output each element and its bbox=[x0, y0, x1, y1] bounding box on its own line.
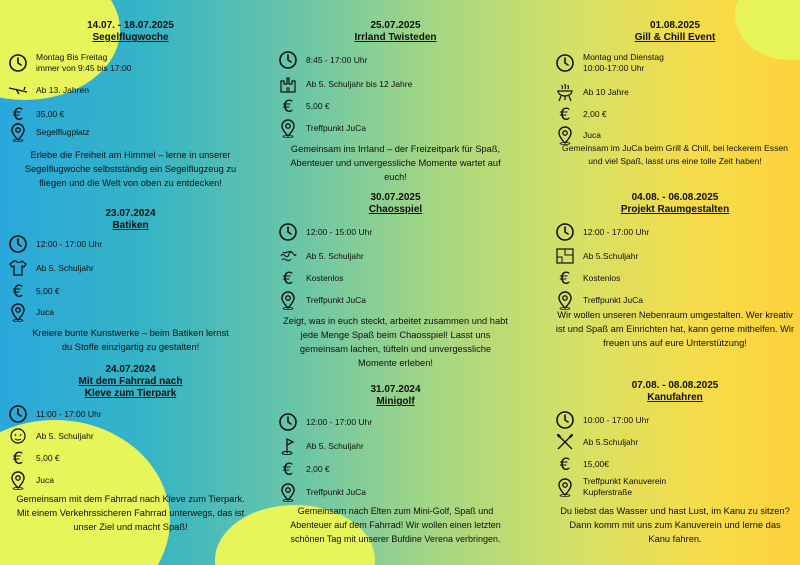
event-age-row bbox=[555, 82, 629, 102]
event-place: Treffpunkt JuCa bbox=[306, 122, 367, 133]
event-place-row bbox=[278, 482, 366, 502]
event-price-row bbox=[278, 268, 343, 288]
event-place-row bbox=[8, 302, 54, 322]
event-time: 12:00 - 17:00 Uhr bbox=[583, 226, 650, 237]
event-age-row bbox=[278, 74, 412, 94]
event-age: Ab 5. Schuljahr bis 12 Jahre bbox=[306, 78, 413, 89]
event-age-row bbox=[8, 80, 89, 100]
svg-text:€: € bbox=[559, 455, 571, 474]
svg-text:€: € bbox=[282, 269, 294, 288]
clock-icon bbox=[278, 50, 298, 70]
event-place: Treffpunkt JuCa bbox=[306, 294, 367, 305]
event-time-row bbox=[278, 222, 372, 242]
event-age: Ab 5. Schuljahr bbox=[36, 430, 94, 441]
event-price-row bbox=[8, 281, 60, 301]
event-price-row bbox=[278, 459, 330, 479]
event-date: 04.08. - 06.08.2025 bbox=[631, 192, 719, 203]
event-description: Wir wollen unseren Nebenraum umgestalten. Wer kreativ ist und Spaß am Einrichten hat, kann gerne mithelfen. Wir freuen uns auf eure Unterstützung! bbox=[555, 310, 795, 348]
event-place-row bbox=[278, 290, 366, 310]
event-place-row bbox=[555, 290, 643, 310]
svg-text:€: € bbox=[12, 449, 24, 468]
event-title: Gill & Chill Event bbox=[634, 32, 716, 43]
event-place: Treffpunkt JuCa bbox=[306, 486, 367, 497]
event-price: Kostenlos bbox=[583, 272, 621, 283]
event-title: Kanufahren bbox=[647, 392, 703, 403]
event-age: Ab 10 Jahre bbox=[583, 86, 629, 97]
event-age-row bbox=[555, 246, 638, 266]
svg-text:€: € bbox=[282, 97, 294, 116]
event-time-row bbox=[8, 404, 102, 424]
event-age-row bbox=[8, 426, 94, 446]
euro-icon bbox=[278, 268, 298, 288]
glider-icon bbox=[8, 80, 28, 100]
event-price: 2,00 € bbox=[306, 463, 330, 474]
svg-text:€: € bbox=[282, 460, 294, 479]
event-description: Gemeinsam nach Elten zum Mini-Golf, Spaß und Abenteuer auf dem Fahrrad! Wir wollen einen letzten schönen Tag mit unserer Bufdine Verena verbringen. bbox=[290, 506, 501, 544]
event-title: Segelflugwoche bbox=[92, 32, 169, 43]
clock-icon bbox=[278, 222, 298, 242]
location-pin-icon bbox=[278, 482, 298, 502]
event-age-row bbox=[8, 258, 94, 278]
event-price: 2,00 € bbox=[583, 108, 607, 119]
event-price-row bbox=[8, 448, 60, 468]
event-place-row bbox=[555, 476, 666, 498]
event-date: 23.07.2024 bbox=[105, 208, 156, 219]
event-age: Ab 13. Jahren bbox=[36, 84, 89, 95]
euro-icon bbox=[8, 104, 28, 124]
event-age: Ab 5.Schuljahr bbox=[583, 436, 639, 447]
clock-icon bbox=[8, 53, 28, 73]
euro-icon bbox=[8, 448, 28, 468]
event-time: 8:45 - 17:00 Uhr bbox=[306, 54, 368, 65]
event-time-row bbox=[8, 234, 102, 254]
paddles-icon bbox=[555, 432, 575, 452]
event-place: Treffpunkt Kanuverein Kupferstraße bbox=[583, 476, 667, 497]
location-pin-icon bbox=[555, 290, 575, 310]
castle-icon bbox=[278, 74, 298, 94]
event-age-row bbox=[278, 436, 364, 456]
event-place: Treffpunkt JuCa bbox=[583, 294, 644, 305]
event-title: Projekt Raumgestalten bbox=[620, 204, 730, 215]
event-date: 01.08.2025 bbox=[649, 20, 701, 31]
event-description: Gemeinsam im JuCa beim Grill & Chill, bei leckerem Essen und viel Spaß, lasst uns eine tolle Zeit haben! bbox=[562, 143, 788, 166]
event-price-row bbox=[555, 454, 609, 474]
event-time-row bbox=[8, 52, 131, 74]
location-pin-icon bbox=[278, 118, 298, 138]
golf-flag-icon bbox=[278, 436, 298, 456]
location-pin-icon bbox=[8, 470, 28, 490]
event-price-row bbox=[555, 268, 620, 288]
event-price: 15,00€ bbox=[583, 458, 609, 469]
event-place: Juca bbox=[583, 129, 601, 140]
clock-icon bbox=[8, 404, 28, 424]
event-title: Irrland Twisteden bbox=[354, 32, 437, 43]
event-age: Ab 5.Schuljahr bbox=[583, 250, 639, 261]
event-title: Minigolf bbox=[376, 396, 415, 407]
event-chaos bbox=[278, 192, 513, 368]
event-time-row bbox=[555, 410, 649, 430]
event-date: 24.07.2024 bbox=[105, 364, 156, 375]
event-segelflug bbox=[8, 20, 253, 188]
event-title: Mit dem Fahrrad nach Kleve zum Tierpark bbox=[78, 376, 183, 399]
svg-text:€: € bbox=[559, 105, 571, 124]
event-title: Chaosspiel bbox=[368, 204, 423, 215]
floorplan-icon bbox=[555, 246, 575, 266]
event-age-row bbox=[555, 432, 638, 452]
event-date: 30.07.2025 bbox=[370, 192, 421, 203]
euro-icon bbox=[8, 281, 28, 301]
location-pin-icon bbox=[555, 477, 575, 497]
grill-icon bbox=[555, 82, 575, 102]
event-time-row bbox=[278, 412, 372, 432]
event-place-row bbox=[8, 122, 89, 142]
event-time: 12:00 - 17:00 Uhr bbox=[36, 238, 103, 249]
event-date: 31.07.2024 bbox=[370, 384, 421, 395]
face-icon bbox=[8, 426, 28, 446]
location-pin-icon bbox=[8, 302, 28, 322]
tshirt-icon bbox=[8, 258, 28, 278]
event-description: Du liebst das Wasser und hast Lust, im Kanu zu sitzen? Dann komm mit uns zum Kanuverein und lerne das Kanu fahren. bbox=[560, 506, 790, 544]
event-price: 35,00 € bbox=[36, 108, 65, 119]
clock-icon bbox=[8, 234, 28, 254]
event-place: Segelflugplatz bbox=[36, 126, 90, 137]
svg-text:€: € bbox=[12, 282, 24, 301]
event-price: 5,00 € bbox=[36, 285, 60, 296]
event-grill bbox=[555, 20, 795, 166]
svg-text:€: € bbox=[559, 269, 571, 288]
event-time: 12:00 - 17:00 Uhr bbox=[306, 416, 373, 427]
event-description: Kreiere bunte Kunstwerke – beim Batiken lernst du Stoffe einzigartig zu gestalten! bbox=[32, 328, 229, 352]
event-date: 07.08. - 08.08.2025 bbox=[631, 380, 719, 391]
euro-icon bbox=[555, 454, 575, 474]
event-time: 10:00 - 17:00 Uhr bbox=[583, 414, 650, 425]
clock-icon bbox=[278, 412, 298, 432]
event-time-row bbox=[555, 222, 649, 242]
event-time: Montag Bis Freitag immer von 9:45 bis 17:00 bbox=[36, 52, 132, 73]
event-irrland bbox=[278, 20, 513, 182]
event-price-row bbox=[8, 104, 64, 124]
event-kanu bbox=[555, 380, 795, 544]
event-price: 5,00 € bbox=[36, 452, 60, 463]
event-time: 12:00 - 15:00 Uhr bbox=[306, 226, 373, 237]
event-time-row bbox=[555, 52, 664, 74]
euro-icon bbox=[555, 104, 575, 124]
euro-icon bbox=[278, 96, 298, 116]
svg-text:€: € bbox=[12, 105, 24, 124]
event-title: Batiken bbox=[112, 220, 149, 231]
event-price: 5,00 € bbox=[306, 100, 330, 111]
event-description: Zeigt, was in euch steckt, arbeitet zusammen und habt jede Menge Spaß beim Chaosspiel! Lasst uns gemeinsam lachen, tüfteln und unvergessliche Momente erleben! bbox=[283, 316, 508, 368]
event-raum bbox=[555, 192, 795, 348]
event-batiken bbox=[8, 208, 253, 352]
event-place: Juca bbox=[36, 306, 54, 317]
event-time: Montag und Dienstag 10:00-17:00 Uhr bbox=[583, 52, 664, 73]
event-description: Erlebe die Freiheit am Himmel – lerne in unserer Segelflugwoche selbstständig ein Segelflugzeug zu fliegen und die Welt von oben zu entdecken! bbox=[24, 150, 237, 188]
event-place-row bbox=[278, 118, 366, 138]
event-date: 25.07.2025 bbox=[370, 20, 421, 31]
clock-icon bbox=[555, 410, 575, 430]
clock-icon bbox=[555, 53, 575, 73]
event-time: 11:00 - 17:00 Uhr bbox=[36, 408, 102, 419]
event-age: Ab 5. Schuljahr bbox=[306, 250, 364, 261]
event-place: Juca bbox=[36, 474, 54, 485]
event-minigolf bbox=[278, 384, 513, 544]
location-pin-icon bbox=[8, 122, 28, 142]
event-price-row bbox=[555, 104, 607, 124]
clock-icon bbox=[555, 222, 575, 242]
event-price: Kostenlos bbox=[306, 272, 344, 283]
event-fahrrad bbox=[8, 364, 253, 532]
location-pin-icon bbox=[278, 290, 298, 310]
scribble-icon bbox=[278, 246, 298, 266]
event-price-row bbox=[278, 96, 330, 116]
event-age: Ab 5. Schuljahr bbox=[36, 262, 94, 273]
euro-icon bbox=[278, 459, 298, 479]
event-date: 14.07. - 18.07.2025 bbox=[87, 20, 174, 31]
event-time-row bbox=[278, 50, 367, 70]
event-description: Gemeinsam mit dem Fahrrad nach Kleve zum Tierpark. Mit einem Verkehrssicheren Fahrrad unterwegs, das ist unser Ziel und macht Spaß! bbox=[16, 494, 245, 532]
event-age: Ab 5. Schuljahr bbox=[306, 440, 364, 451]
event-place-row bbox=[8, 470, 54, 490]
event-age-row bbox=[278, 246, 364, 266]
euro-icon bbox=[555, 268, 575, 288]
event-description: Gemeinsam ins Irrland – der Freizeitpark für Spaß, Abenteuer und unvergessliche Momente wartet auf euch! bbox=[290, 144, 501, 182]
